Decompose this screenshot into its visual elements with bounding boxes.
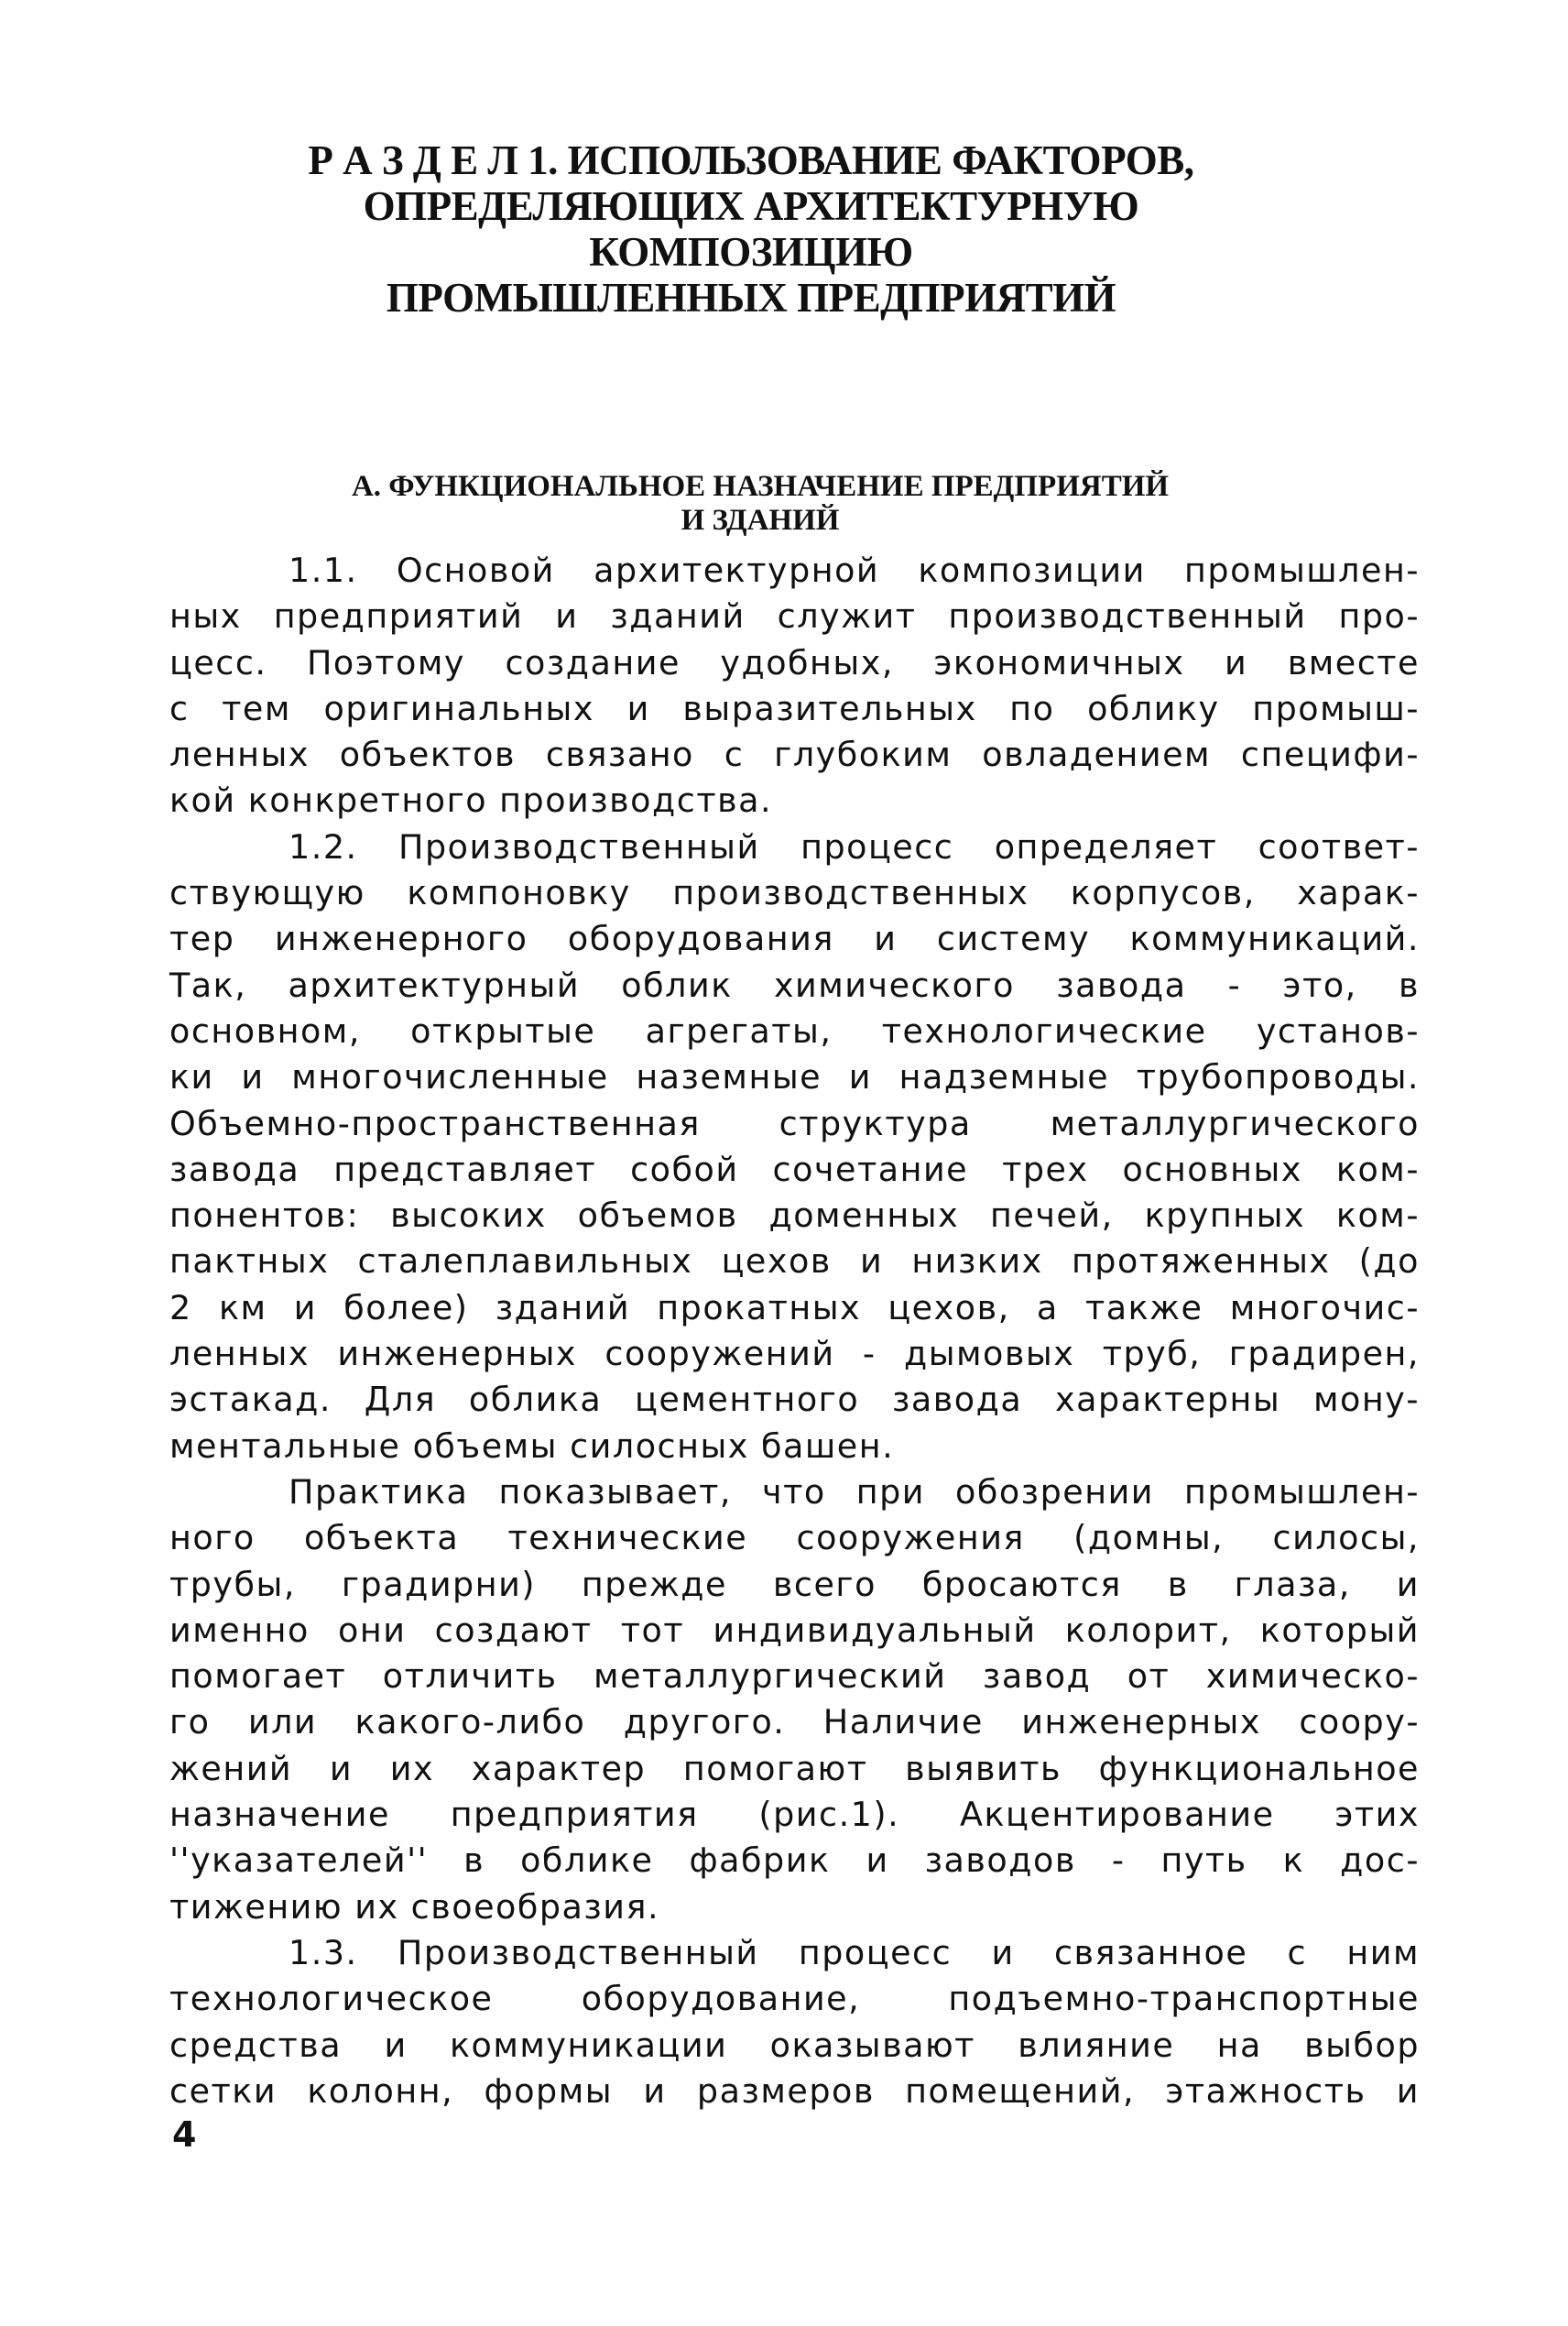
text-line: тижению их своеобразия. (169, 1886, 660, 1927)
text-line: завода представляет собой сочетание трех основных ком- (169, 1149, 1420, 1189)
section-title-line: ПРОМЫШЛЕННЫХ ПРЕДПРИЯТИЙ (386, 275, 1116, 321)
paragraph-1-1 (169, 548, 1420, 824)
subsection-title (302, 470, 1218, 538)
text-line: ки и многочисленные наземные и надземные трубопроводы. (169, 1057, 1420, 1097)
text-line: помогает отличить металлургический завод от химическо- (169, 1656, 1420, 1697)
text-line: ного объекта технические сооружения (домны, силосы, (169, 1518, 1420, 1558)
subsection-title-line: А. ФУНКЦИОНАЛЬНОЕ НАЗНАЧЕНИЕ ПРЕДПРИЯТИЙ (351, 470, 1170, 503)
paragraph-1-2 (169, 824, 1420, 1469)
text-line: 1.2. Производственный процесс определяет соответ- (289, 826, 1420, 867)
text-line: тер инженерного оборудования и систему коммуникаций. (169, 919, 1420, 959)
text-line: назначение предприятия (рис.1). Акцентирование этих (169, 1795, 1420, 1835)
text-line: Так, архитектурный облик химического завода - это, в (169, 965, 1420, 1005)
section-title (211, 137, 1291, 321)
text-line: ствующую компоновку производственных корпусов, харак- (169, 873, 1420, 913)
text-line: ных предприятий и зданий служит производственный про- (169, 596, 1420, 637)
paragraph-1-3 (169, 1930, 1420, 2114)
text-line: Практика показывает, что при обозрении промышлен- (289, 1471, 1420, 1512)
text-line: эстакад. Для облика цементного завода характерны мону- (169, 1380, 1420, 1420)
text-line: ленных объектов связано с глубоким овладением специфи- (169, 735, 1420, 775)
text-line: кой конкретного производства. (169, 781, 773, 821)
body-text (169, 548, 1420, 2114)
text-line: Объемно-пространственная структура металлургического (169, 1103, 1420, 1143)
text-line: понентов: высоких объемов доменных печей, крупных ком- (169, 1196, 1420, 1236)
paragraph-practice (169, 1469, 1420, 1930)
text-line: сетки колонн, формы и размеров помещений, этажность и (169, 2070, 1420, 2111)
text-line: технологическое оборудование, подъемно-транспортные (169, 1979, 1420, 2019)
text-line: цесс. Поэтому создание удобных, экономичных и вместе (169, 642, 1420, 683)
subsection-title-line: И ЗДАНИЙ (681, 504, 840, 537)
text-line: ленных инженерных сооружений - дымовых труб, градирен, (169, 1334, 1420, 1374)
page-number: 4 (172, 2114, 197, 2155)
text-line: пактных сталеплавильных цехов и низких протяженных (до (169, 1241, 1420, 1282)
text-line: жений и их характер помогают выявить функциональное (169, 1748, 1420, 1788)
text-line: 1.1. Основой архитектурной композиции промышлен- (289, 551, 1420, 590)
text-line: ''указателей'' в облике фабрик и заводов - путь к дос- (169, 1840, 1420, 1881)
text-line: 2 км и более) зданий прокатных цехов, а также многочис- (169, 1287, 1420, 1327)
text-line: трубы, градирни) прежде всего бросаются в глаза, и (169, 1564, 1420, 1604)
text-line: 1.3. Производственный процесс и связанное с ним (289, 1932, 1420, 1972)
text-line: го или какого-либо другого. Наличие инженерных соору- (169, 1702, 1420, 1742)
text-line: именно они создают тот индивидуальный колорит, который (169, 1610, 1420, 1650)
section-title-line: ОПРЕДЕЛЯЮЩИХ АРХИТЕКТУРНУЮ КОМПОЗИЦИЮ (363, 183, 1139, 275)
section-title-line: Р А З Д Е Л 1. ИСПОЛЬЗОВАНИЕ ФАКТОРОВ, (308, 137, 1194, 183)
text-line: средства и коммуникации оказывают влияние на выбор (169, 2025, 1420, 2065)
text-line: ментальные объемы силосных башен. (169, 1425, 895, 1466)
text-line: с тем оригинальных и выразительных по облику промыш- (169, 688, 1420, 728)
text-line: основном, открытые агрегаты, технологические установ- (169, 1010, 1420, 1051)
